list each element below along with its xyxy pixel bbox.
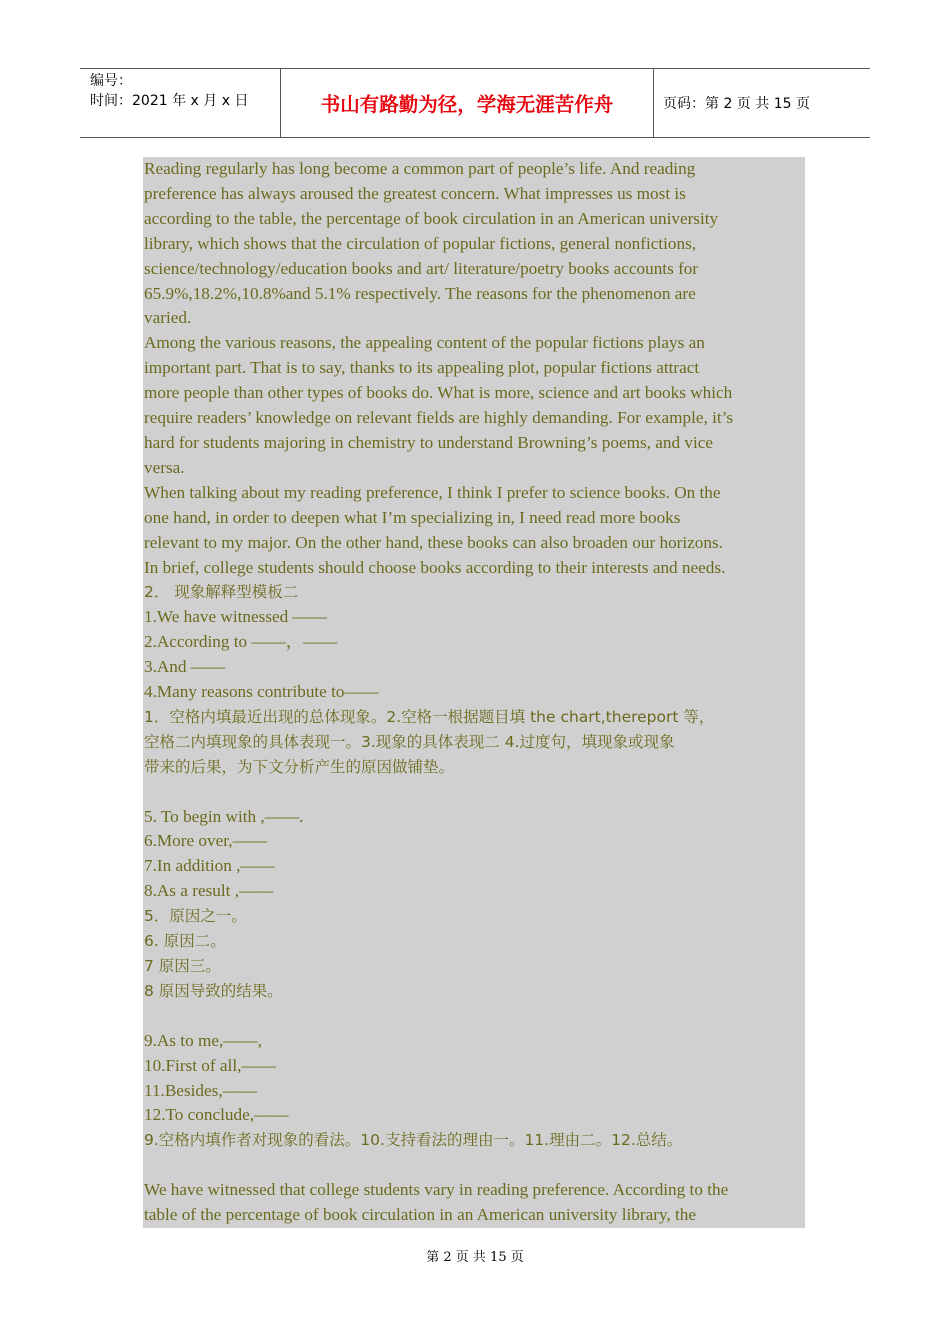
body-line: 8.As a result ,—— [144,881,274,901]
body-line: more people than other types of books do. What is more, science and art books which [144,383,733,403]
body-line: Among the various reasons, the appealing content of the popular fictions plays an [144,333,705,353]
body-line: important part. That is to say, thanks to its appealing plot, popular fictions attract [144,358,700,378]
body-line: 8 原因导致的结果。 [144,981,283,1000]
body-line: 3.And —— [144,657,226,677]
motto: 书山有路勤为径，学海无涯苦作舟 [320,93,614,116]
body-line: When talking about my reading preference, I think I prefer to science books. On the [144,482,721,502]
page-footer: 第 2 页 共 15 页 [426,1250,524,1265]
body-line: 11.Besides,—— [144,1080,257,1100]
body-line: relevant to my major. On the other hand, these books can also broaden our horizons. [144,532,723,552]
body-line: 9.空格内填作者对现象的看法。10.支持看法的理由一。11.理由二。12.总结。 [144,1131,683,1150]
body-line: 6.More over,—— [144,831,267,851]
body-line: hard for students majoring in chemistry to understand Browning’s poems, and vice [144,432,713,452]
body-line: one hand, in order to deepen what I’m specializing in, I need read more books [144,507,681,527]
body-line: 5. To begin with ,——. [144,806,304,826]
header-meta [80,69,281,137]
blank-line [143,1004,805,1029]
body-line: 5．原因之一。 [144,907,247,926]
header-table [80,68,870,138]
body-line: 6. 原因二。 [144,932,226,951]
body-line: Reading regularly has long become a common part of people’s life. And reading [144,159,696,178]
body-line: library, which shows that the circulation of popular fictions, general nonfictions, [144,233,697,253]
blank-line [143,1153,805,1178]
number-label: 编号： [90,73,132,89]
body-line: In brief, college students should choose books according to their interests and needs. [144,557,726,577]
time-label: 时间：2021 年 x 月 x 日 [90,93,249,109]
body-line: 1.We have witnessed —— [144,607,327,627]
body-line: science/technology/education books and art/ literature/poetry books accounts for [144,258,699,278]
body-line: 空格二内填现象的具体表现一。3.现象的具体表现二 4.过度句，填现象或现象 [144,732,675,751]
body-line: 2.According to ——，—— [144,632,338,652]
body-line: require readers’ knowledge on relevant fields are highly demanding. For example, it’s [144,408,734,428]
body-line: We have witnessed that college students vary in reading preference. According to the [144,1180,729,1200]
body-line: 65.9%,18.2%,10.8%and 5.1% respectively. The reasons for the phenomenon are [144,283,696,303]
body-line: versa. [144,457,185,477]
body-line: 4.Many reasons contribute to—— [144,682,379,702]
header-page-cell [654,69,870,137]
body-line: 2． 现象解释型模板二 [144,583,299,602]
body-line: varied. [144,308,192,328]
body-line: 7 原因三。 [144,956,221,975]
body-line: preference has always aroused the greatest concern. What impresses us most is [144,183,686,203]
header-motto-cell [281,69,654,137]
blank-line [143,780,805,805]
body-line: 1．空格内填最近出现的总体现象。2.空格一根据题目填 the chart,thereport 等， [144,707,715,726]
page-label: 页码：第 2 页 共 15 页 [663,96,810,112]
body-line: 带来的后果，为下文分析产生的原因做铺垫。 [144,757,455,776]
body-line: 12.To conclude,—— [144,1105,289,1125]
document-body [143,157,805,1228]
body-line: 10.First of all,—— [144,1055,276,1075]
body-line: 9.As to me,——, [144,1030,262,1050]
body-line: table of the percentage of book circulation in an American university library, the [144,1205,697,1225]
body-line: 7.In addition ,—— [144,856,275,876]
body-line: according to the table, the percentage of book circulation in an American university [144,208,719,228]
